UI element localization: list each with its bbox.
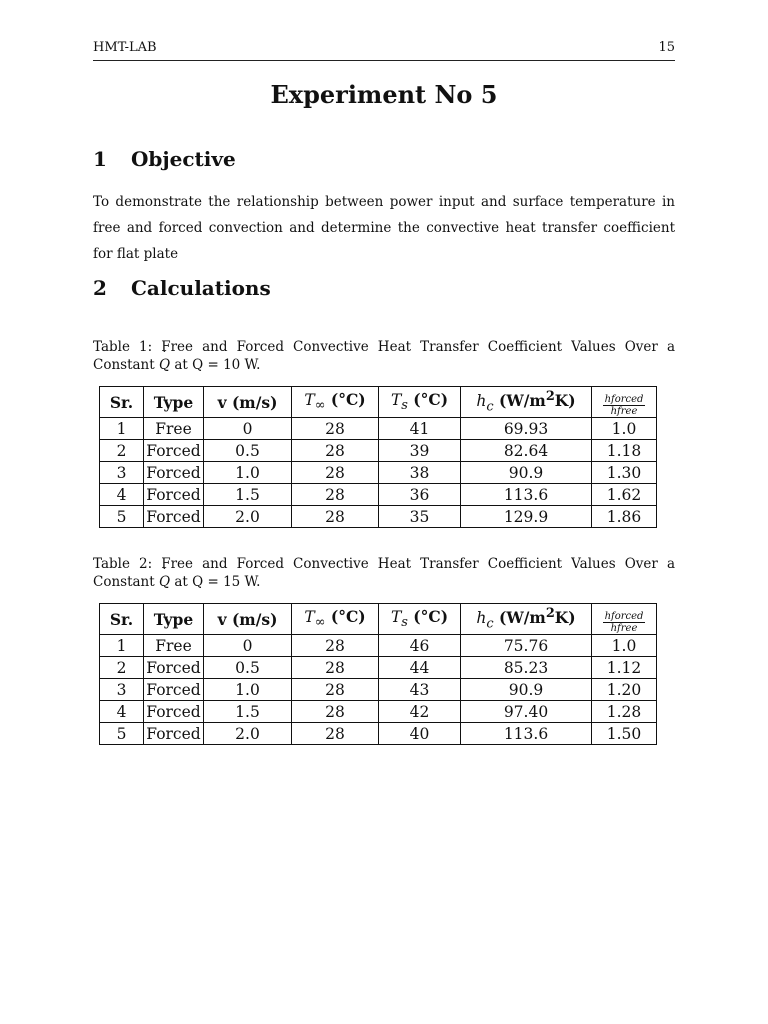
table-row: [100, 657, 657, 679]
cell-h-ratio: 1.86: [592, 506, 657, 528]
table-row: [100, 635, 657, 657]
cell-t-infinity: 28: [292, 418, 379, 440]
table-row: [100, 440, 657, 462]
section-heading-objective: [93, 147, 236, 171]
header-type: Type: [144, 604, 204, 635]
table-row: [100, 679, 657, 701]
cell-type: Free: [144, 635, 204, 657]
table-row: [100, 484, 657, 506]
cell-type: Forced: [144, 484, 204, 506]
cell-velocity: 0.5: [204, 657, 292, 679]
cell-sr: 2: [100, 657, 144, 679]
section-heading-calculations: [93, 276, 271, 300]
cell-type: Forced: [144, 679, 204, 701]
cell-h-ratio: 1.30: [592, 462, 657, 484]
table-row: [100, 723, 657, 745]
running-header: [93, 40, 675, 61]
header-t-infinity: $T_\infty$ (°C): [292, 387, 379, 418]
cell-t-infinity: 28: [292, 679, 379, 701]
cell-velocity: 1.0: [204, 679, 292, 701]
cell-h-c: 113.6: [461, 723, 592, 745]
header-t-infinity: $T_\infty$ (°C): [292, 604, 379, 635]
header-velocity: v (m/s): [204, 387, 292, 418]
caption-suffix: at Q = 15 W.: [174, 574, 261, 590]
table-row: [100, 701, 657, 723]
cell-t-surface: 46: [379, 635, 461, 657]
header-sr: Sr.: [100, 604, 144, 635]
table-2-caption: [93, 555, 675, 591]
cell-h-c: 113.6: [461, 484, 592, 506]
header-h-ratio: $\frac{\text{hforced}}{\text{hfree}}$: [592, 387, 657, 418]
cell-h-ratio: 1.20: [592, 679, 657, 701]
header-h-ratio: $\frac{\text{hforced}}{\text{hfree}}$: [592, 604, 657, 635]
cell-t-infinity: 28: [292, 657, 379, 679]
cell-sr: 5: [100, 723, 144, 745]
section-title: Objective: [131, 147, 236, 171]
cell-velocity: 0: [204, 635, 292, 657]
cell-type: Forced: [144, 701, 204, 723]
cell-t-surface: 41: [379, 418, 461, 440]
cell-velocity: 1.0: [204, 462, 292, 484]
table-row: [100, 462, 657, 484]
cell-type: Forced: [144, 506, 204, 528]
cell-type: Forced: [144, 723, 204, 745]
table-row: [100, 506, 657, 528]
cell-h-ratio: 1.0: [592, 418, 657, 440]
cell-t-infinity: 28: [292, 440, 379, 462]
cell-h-c: 69.93: [461, 418, 592, 440]
cell-t-infinity: 28: [292, 723, 379, 745]
table-header-row: [100, 604, 657, 635]
cell-type: Forced: [144, 462, 204, 484]
cell-h-ratio: 1.0: [592, 635, 657, 657]
caption-text: Table 1: Free and Forced Convective Heat Transfer Coefficient Values Over a Constant: [93, 339, 675, 373]
cell-h-c: 75.76: [461, 635, 592, 657]
cell-h-ratio: 1.12: [592, 657, 657, 679]
cell-h-c: 97.40: [461, 701, 592, 723]
table-header-row: [100, 387, 657, 418]
cell-velocity: 0: [204, 418, 292, 440]
cell-sr: 5: [100, 506, 144, 528]
cell-velocity: 2.0: [204, 506, 292, 528]
q-dot-symbol: ˙ Q: [159, 574, 170, 590]
cell-t-surface: 40: [379, 723, 461, 745]
section-title: Calculations: [131, 276, 271, 300]
cell-h-c: 90.9: [461, 679, 592, 701]
cell-velocity: 0.5: [204, 440, 292, 462]
cell-h-ratio: 1.62: [592, 484, 657, 506]
cell-h-ratio: 1.18: [592, 440, 657, 462]
cell-type: Free: [144, 418, 204, 440]
section-number: 2: [93, 276, 107, 300]
header-type: Type: [144, 387, 204, 418]
cell-sr: 2: [100, 440, 144, 462]
header-h-c: $h_c$ $(W/m^2K)$: [461, 604, 592, 635]
header-h-c: $h_c$ $(W/m^2K)$: [461, 387, 592, 418]
cell-h-c: 82.64: [461, 440, 592, 462]
header-velocity: v (m/s): [204, 604, 292, 635]
cell-h-ratio: 1.50: [592, 723, 657, 745]
cell-velocity: 1.5: [204, 701, 292, 723]
cell-t-infinity: 28: [292, 635, 379, 657]
q-dot-symbol: ˙ Q: [159, 357, 170, 373]
cell-t-surface: 36: [379, 484, 461, 506]
cell-t-surface: 35: [379, 506, 461, 528]
cell-sr: 1: [100, 635, 144, 657]
cell-type: Forced: [144, 440, 204, 462]
cell-t-surface: 38: [379, 462, 461, 484]
objective-paragraph: To demonstrate the relationship between power input and surface temperature in free and forced convection and determine the convective heat transfer coefficient for flat plate: [93, 194, 675, 262]
cell-h-c: 129.9: [461, 506, 592, 528]
cell-t-infinity: 28: [292, 506, 379, 528]
header-t-surface: $T_s$ (°C): [379, 387, 461, 418]
cell-h-ratio: 1.28: [592, 701, 657, 723]
cell-sr: 3: [100, 679, 144, 701]
cell-h-c: 90.9: [461, 462, 592, 484]
page-number: 15: [658, 40, 675, 55]
caption-text: Table 2: Free and Forced Convective Heat Transfer Coefficient Values Over a Constant: [93, 556, 675, 590]
table-1-caption: [93, 338, 675, 374]
header-t-surface: $T_s$ (°C): [379, 604, 461, 635]
caption-suffix: at Q = 10 W.: [174, 357, 261, 373]
table-row: [100, 418, 657, 440]
cell-velocity: 2.0: [204, 723, 292, 745]
cell-t-infinity: 28: [292, 701, 379, 723]
cell-t-surface: 44: [379, 657, 461, 679]
cell-sr: 3: [100, 462, 144, 484]
cell-sr: 4: [100, 484, 144, 506]
page-title: Experiment No 5: [270, 80, 498, 109]
cell-sr: 1: [100, 418, 144, 440]
cell-t-infinity: 28: [292, 484, 379, 506]
header-sr: Sr.: [100, 387, 144, 418]
cell-t-surface: 42: [379, 701, 461, 723]
cell-t-infinity: 28: [292, 462, 379, 484]
cell-sr: 4: [100, 701, 144, 723]
table-1: [99, 386, 657, 528]
section-number: 1: [93, 147, 107, 171]
cell-type: Forced: [144, 657, 204, 679]
cell-t-surface: 43: [379, 679, 461, 701]
table-2: [99, 603, 657, 745]
cell-t-surface: 39: [379, 440, 461, 462]
header-title: HMT-LAB: [93, 40, 157, 55]
cell-h-c: 85.23: [461, 657, 592, 679]
cell-velocity: 1.5: [204, 484, 292, 506]
